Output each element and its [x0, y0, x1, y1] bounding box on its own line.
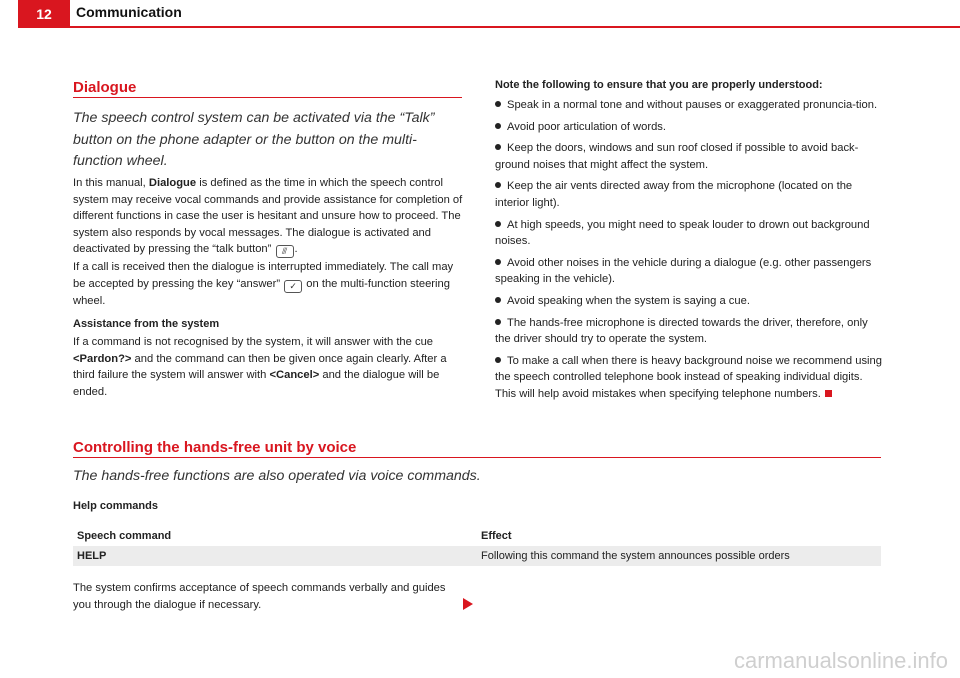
- list-item-text: Avoid speaking when the system is saying a cue.: [507, 294, 750, 307]
- list-item: [495, 140, 883, 173]
- handsfree-lead: The hands-free functions are also operated via voice commands.: [73, 468, 481, 484]
- list-item-text: Avoid poor articulation of words.: [507, 120, 666, 133]
- help-commands-heading: Help commands: [73, 500, 158, 512]
- talk-button-icon: ⫻︎: [276, 245, 294, 258]
- p2-text-end: on the multi-function steering wheel.: [73, 277, 450, 307]
- help-commands-table: [73, 526, 881, 566]
- bullet-icon: [495, 221, 501, 227]
- dialogue-heading: Dialogue: [73, 79, 137, 96]
- list-item: [495, 255, 883, 288]
- p1-text: is defined as the time in which the speech control system may receive vocal commands and provide assistance for completion of different functions in case the user is hesitant and unsure how to proceed. The system also responds by vocal messages. The dialogue is activated and deactivated by pressing the “talk button”: [73, 177, 463, 256]
- dialogue-paragraph-2: [73, 259, 463, 309]
- assistance-heading: Assistance from the system: [73, 318, 220, 330]
- bullet-icon: [495, 319, 501, 325]
- list-item-text: Avoid other noises in the vehicle during a dialogue (e.g. other passengers speaking in the vehicle).: [495, 256, 872, 286]
- list-item: [495, 97, 883, 114]
- watermark: carmanualsonline.info: [733, 648, 948, 673]
- handsfree-heading: Controlling the hands-free unit by voice: [73, 439, 357, 456]
- dialogue-paragraph-1: [73, 175, 463, 258]
- understanding-heading: Note the following to ensure that you are properly understood:: [495, 79, 823, 91]
- cancel-cue: <Cancel>: [269, 369, 320, 382]
- table-row: [73, 546, 881, 566]
- list-item: [495, 293, 883, 310]
- list-item: [495, 178, 883, 211]
- list-item: [495, 119, 883, 136]
- dialogue-heading-rule: [73, 97, 462, 98]
- table-cell-effect: Following this command the system announces possible orders: [477, 546, 881, 566]
- dialogue-paragraph-3: [73, 334, 463, 400]
- section-end-icon: [825, 390, 832, 397]
- p3-text-start: If a command is not recognised by the system, it will answer with the cue: [73, 336, 434, 348]
- bullet-icon: [495, 259, 501, 265]
- handsfree-heading-rule: [73, 457, 881, 458]
- list-item: [495, 353, 883, 403]
- chapter-title: Communication: [76, 4, 182, 20]
- pardon-cue: <Pardon?>: [73, 352, 132, 365]
- next-page-arrow-icon: [463, 598, 473, 610]
- bullet-icon: [495, 123, 501, 129]
- p1-end: .: [294, 243, 298, 256]
- bullet-icon: [495, 297, 501, 303]
- list-item-text: At high speeds, you might need to speak louder to drown out background noises.: [495, 218, 870, 248]
- bullet-icon: [495, 144, 501, 150]
- dialogue-term: Dialogue: [148, 177, 197, 189]
- handsfree-footer-text: The system confirms acceptance of speech commands verbally and guides you through the dialogue if necessary.: [73, 582, 446, 611]
- list-item-text: The hands-free microphone is directed towards the driver, therefore, only the driver should try to operate the system.: [495, 316, 868, 346]
- list-item-text: To make a call when there is heavy background noise we recommend using the speech controlled telephone book instead of speaking individual digits. This will help avoid mistakes when specifying telephone numbers.: [495, 354, 882, 400]
- table-header-effect: Effect: [481, 530, 512, 542]
- table-header-command: Speech command: [77, 530, 172, 542]
- p3-text-mid: and the command can then be given once again clearly. After a third failure the system will answer with: [73, 352, 447, 382]
- list-item-text: Keep the doors, windows and sun roof closed if possible to avoid back-ground noises that might affect the system.: [495, 142, 859, 171]
- table-cell-command: HELP: [73, 546, 477, 566]
- answer-key-icon: ✓: [284, 280, 302, 293]
- dialogue-lead: The speech control system can be activated via the “Talk” button on the phone adapter or the button on the multi-function wheel.: [73, 110, 435, 169]
- page-header: [0, 0, 960, 28]
- bullet-icon: [495, 182, 501, 188]
- bullet-icon: [495, 101, 501, 107]
- bullet-icon: [495, 357, 501, 363]
- list-item-text: Speak in a normal tone and without pauses or exaggerated pronuncia-tion.: [507, 99, 878, 111]
- page-number: 12: [18, 0, 70, 28]
- table-header-row: [73, 526, 881, 546]
- list-item-text: Keep the air vents directed away from the microphone (located on the interior light).: [495, 180, 853, 209]
- list-item: [495, 217, 883, 250]
- p2-text-start: If a call is received then the dialogue is interrupted immediately. The call may be accepted by pressing the key “answer”: [73, 261, 454, 290]
- p1-text-start: In this manual,: [73, 177, 149, 189]
- p3-text-end: and the dialogue will be ended.: [73, 369, 440, 398]
- header-rule: [18, 26, 960, 28]
- understanding-list: [495, 97, 883, 408]
- list-item: [495, 315, 883, 348]
